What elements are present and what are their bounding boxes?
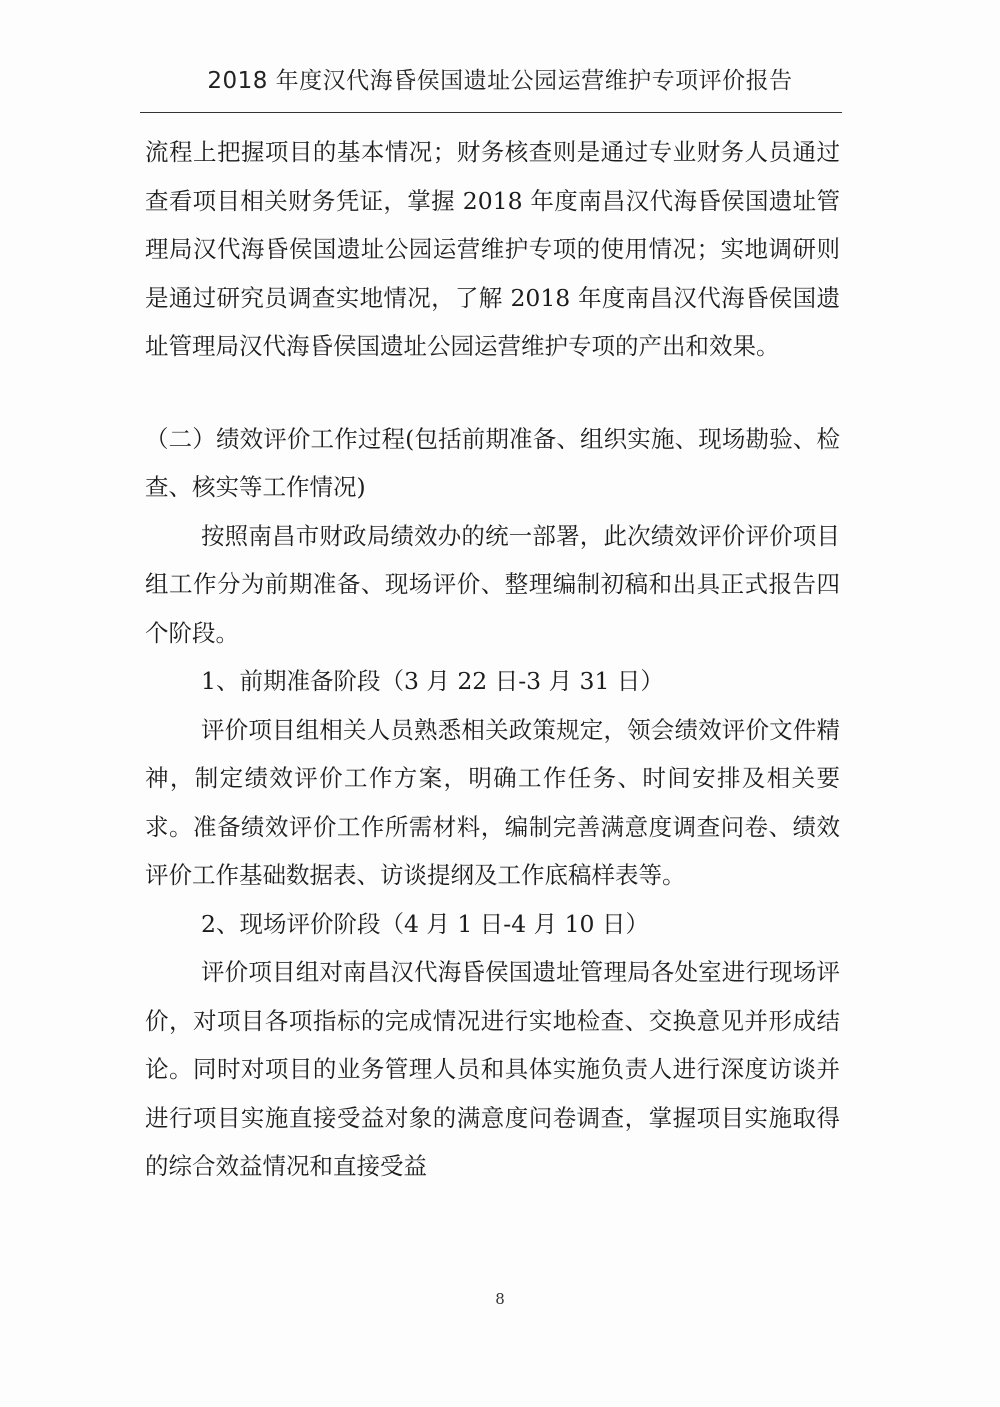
subheading-onsite-evaluation-stage: 2、现场评价阶段（4 月 1 日-4 月 10 日） <box>201 909 649 938</box>
report-header-title: 2018 年度汉代海昏侯国遗址公园运营维护专项评价报告 <box>207 68 793 94</box>
paragraph-stage-overview: 按照南昌市财政局绩效办的统一部署，此次绩效评价评价项目组工作分为前期准备、现场评价、整理编制初稿和出具正式报告四个阶段。 <box>145 521 840 647</box>
subheading-preparation-stage: 1、前期准备阶段（3 月 22 日-3 月 31 日） <box>201 667 664 695</box>
section-heading-evaluation-process: （二）绩效评价工作过程(包括前期准备、组织实施、现场勘验、检查、核实等工作情况) <box>145 424 840 501</box>
paragraph-onsite-evaluation-stage: 评价项目组对南昌汉代海昏侯国遗址管理局各处室进行现场评价，对项目各项指标的完成情况进行实地检查、交换意见并形成结论。同时对项目的业务管理人员和具体实施负责人进行深度访谈并进行项目实施直接受益对象的满意度问卷调查，掌握项目实施取得的综合效益情况和直接受益 <box>145 958 840 1180</box>
paragraph-preparation-stage: 评价项目组相关人员熟悉相关政策规定，领会绩效评价文件精神，制定绩效评价工作方案，明确工作任务、时间安排及相关要求。准备绩效评价工作所需材料，编制完善满意度调查问卷、绩效评价工作基础数据表、访谈提纲及工作底稿样表等。 <box>145 715 840 889</box>
paragraph-spacer <box>145 371 840 415</box>
header-divider <box>140 112 842 113</box>
report-body <box>145 128 840 1191</box>
page-number: 8 <box>495 1290 505 1308</box>
paragraph-evaluation-methods: 流程上把握项目的基本情况；财务核查则是通过专业财务人员通过查看项目相关财务凭证，掌握 2018 年度南昌汉代海昏侯国遗址管理局汉代海昏侯国遗址公园运营维护专项的使用情况；实地调研则是通过研究员调查实地情况，了解 2018 年度南昌汉代海昏侯国遗址管理局汉代海昏侯国遗址公园运营维护专项的产出和效果。 <box>145 138 840 360</box>
